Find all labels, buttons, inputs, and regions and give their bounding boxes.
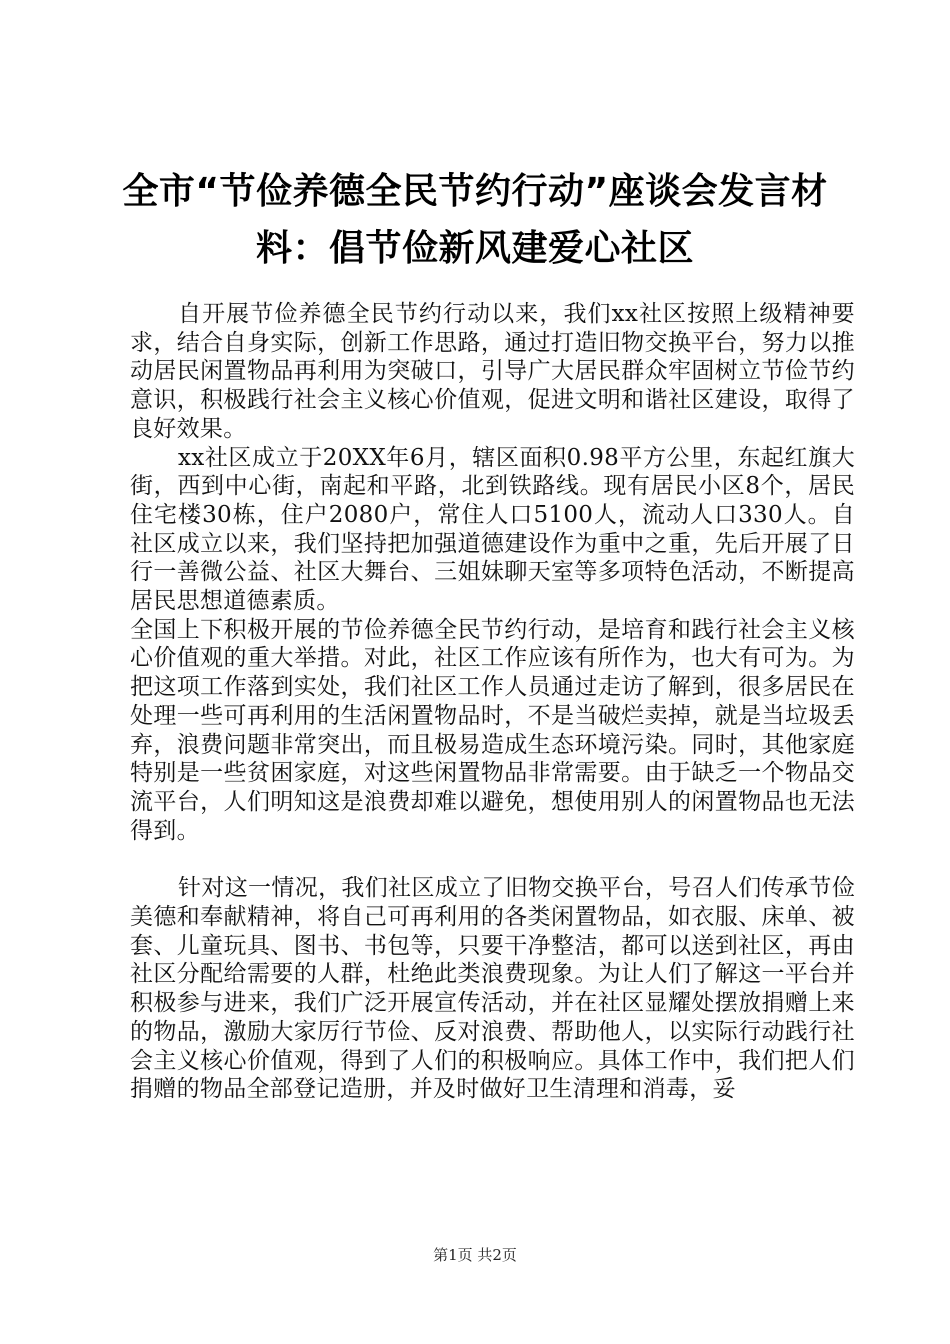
paragraph-spacer bbox=[130, 845, 855, 874]
document-title: 全市“节俭养德全民节约行动”座谈会发言材料：倡节俭新风建爱心社区 bbox=[122, 171, 828, 269]
paragraph-exchange-platform: 针对这一情况，我们社区成立了旧物交换平台，号召人们传承节俭美德和奉献精神，将自己可再利用的各类闲置物品，如衣服、床单、被套、儿童玩具、图书、书包等，只要干净整洁，都可以送到社区，再由社区分配给需要的人群，杜绝此类浪费现象。为让人们了解这一平台并积极参与进来，我们广泛开展宣传活动，并在社区显耀处摆放捐赠上来的物品，激励大家厉行节俭、反对浪费、帮助他人，以实际行动践行社会主义核心价值观，得到了人们的积极响应。具体工作中，我们把人们捐赠的物品全部登记造册，并及时做好卫生清理和消毒，妥 bbox=[130, 875, 855, 1103]
paragraph-community-profile: xx社区成立于20XX年6月，辖区面积0.98平方公里，东起红旗大街，西到中心街，南起和平路，北到铁路线。现有居民小区8个，居民住宅楼30栋，住户2080户，常住人口5100人，流动人口330人。自社区成立以来，我们坚持把加强道德建设作为重中之重，先后开展了日行一善微公益、社区大舞台、三姐妹聊天室等多项特色活动，不断提高居民思想道德素质。 bbox=[130, 444, 855, 615]
paragraph-background: 全国上下积极开展的节俭养德全民节约行动，是培育和践行社会主义核心价值观的重大举措。对此，社区工作应该有所作为，也大有可为。为把这项工作落到实处，我们社区工作人员通过走访了解到，很多居民在处理一些可再利用的生活闲置物品时，不是当破烂卖掉，就是当垃圾丢弃，浪费问题非常突出，而且极易造成生态环境污染。同时，其他家庭特别是一些贫困家庭，对这些闲置物品非常需要。由于缺乏一个物品交流平台，人们明知这是浪费却难以避免，想使用别人的闲置物品也无法得到。 bbox=[130, 616, 855, 844]
document-body bbox=[130, 300, 855, 1104]
page-number-footer: 第1页 共2页 bbox=[433, 1246, 517, 1264]
paragraph-intro: 自开展节俭养德全民节约行动以来，我们xx社区按照上级精神要求，结合自身实际，创新工作思路，通过打造旧物交换平台，努力以推动居民闲置物品再利用为突破口，引导广大居民群众牢固树立节俭节约意识，积极践行社会主义核心价值观，促进文明和谐社区建设，取得了良好效果。 bbox=[130, 301, 855, 442]
